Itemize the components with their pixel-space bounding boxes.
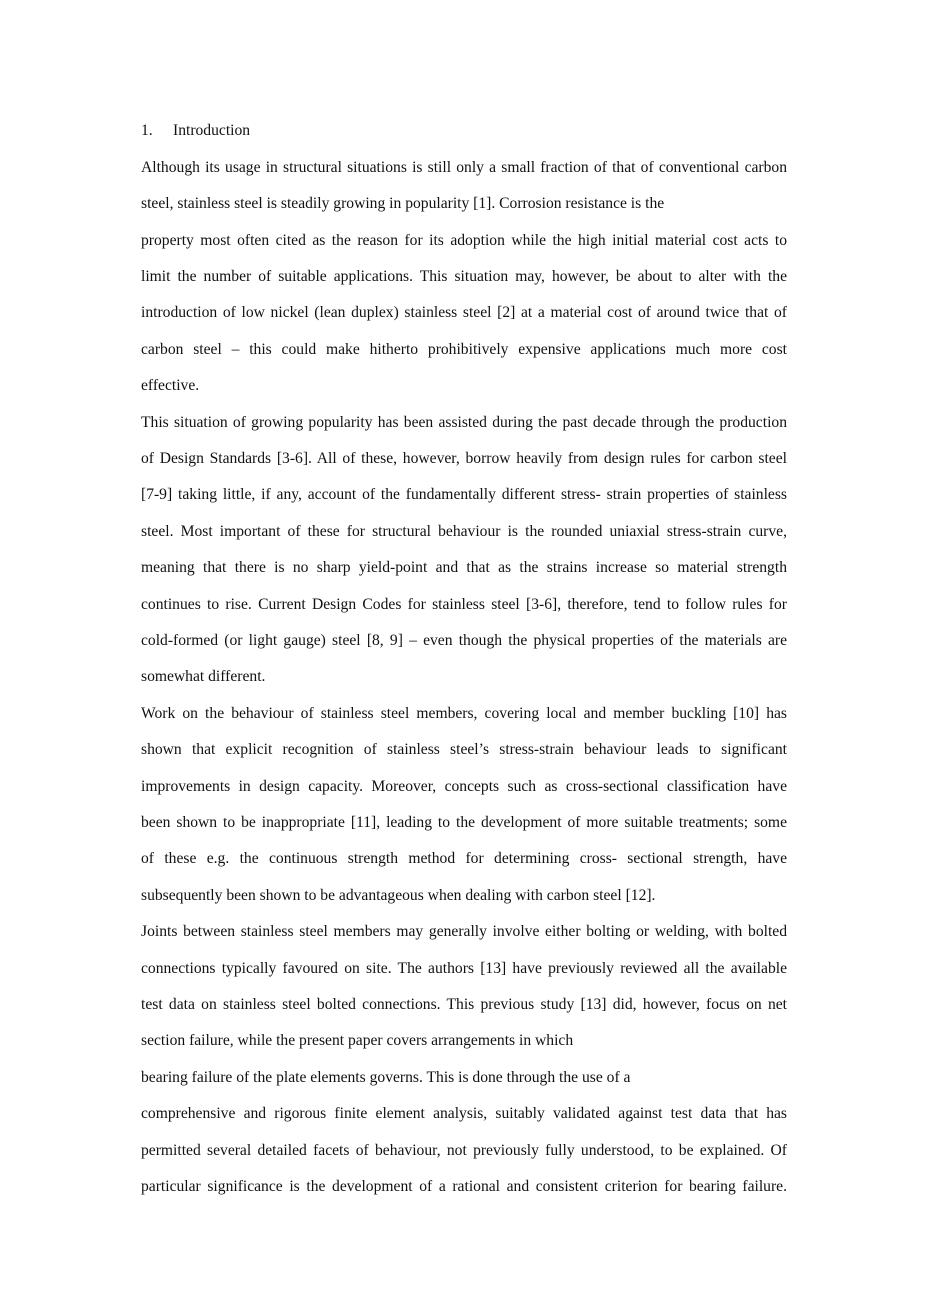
paragraph-1-line-1: Although its usage in structural situations is still only a small fraction of that of conventional carbon — [141, 159, 787, 176]
paragraph-4-line-3: test data on stainless steel bolted connections. This previous study [13] did, however, focus on net — [141, 996, 787, 1013]
paragraph-2-line-2: of Design Standards [3-6]. All of these, however, borrow heavily from design rules for carbon steel — [141, 450, 787, 467]
paragraph-1-line-2: steel, stainless steel is steadily growing in popularity [1]. Corrosion resistance is the — [141, 195, 665, 212]
paragraph-3-line-2: shown that explicit recognition of stainless steel’s stress-strain behaviour leads to significant — [141, 741, 787, 758]
section-number: 1. — [141, 122, 153, 139]
paragraph-2-line-7: cold-formed (or light gauge) steel [8, 9] – even though the physical properties of the materials are — [141, 632, 787, 649]
paragraph-4-line-1: Joints between stainless steel members may generally involve either bolting or welding, with bolted — [141, 923, 787, 940]
paragraph-3-line-1: Work on the behaviour of stainless steel members, covering local and member buckling [10] has — [141, 705, 787, 722]
paragraph-4-line-2: connections typically favoured on site. The authors [13] have previously reviewed all the available — [141, 960, 787, 977]
paragraph-2-line-6: continues to rise. Current Design Codes for stainless steel [3-6], therefore, tend to follow rules for — [141, 596, 787, 613]
paragraph-2-line-5: meaning that there is no sharp yield-point and that as the strains increase so material strength — [141, 559, 787, 576]
paragraph-1-line-7: effective. — [141, 377, 200, 394]
paragraph-4-line-6: comprehensive and rigorous finite element analysis, suitably validated against test data that has — [141, 1105, 787, 1122]
paragraph-1-line-6: carbon steel – this could make hitherto prohibitively expensive applications much more cost — [141, 341, 787, 358]
paragraph-2-line-1: This situation of growing popularity has been assisted during the past decade through the production — [141, 414, 787, 431]
paragraph-1-line-4: limit the number of suitable applications. This situation may, however, be about to alter with the — [141, 268, 787, 285]
paragraph-4-line-8: particular significance is the development of a rational and consistent criterion for bearing failure. — [141, 1178, 787, 1195]
paragraph-3-line-5: of these e.g. the continuous strength method for determining cross- sectional strength, have — [141, 850, 787, 867]
paragraph-4-line-5: bearing failure of the plate elements governs. This is done through the use of a — [141, 1069, 631, 1086]
section-heading — [141, 118, 787, 144]
paragraph-3-line-3: improvements in design capacity. Moreover, concepts such as cross-sectional classification have — [141, 778, 787, 795]
paragraph-2-line-4: steel. Most important of these for structural behaviour is the rounded uniaxial stress-strain curve, — [141, 523, 787, 540]
paragraph-1-line-3: property most often cited as the reason for its adoption while the high initial material cost acts to — [141, 232, 787, 249]
paragraph-4-line-4: section failure, while the present paper covers arrangements in which — [141, 1032, 574, 1049]
paragraph-4-line-7: permitted several detailed facets of behaviour, not previously fully understood, to be explained. Of — [141, 1142, 787, 1159]
section-title: Introduction — [173, 122, 251, 139]
paragraph-1-line-5: introduction of low nickel (lean duplex) stainless steel [2] at a material cost of around twice that of — [141, 304, 787, 321]
paragraph-2-line-8: somewhat different. — [141, 668, 266, 685]
paragraph-2-line-3: [7-9] taking little, if any, account of the fundamentally different stress- strain properties of stainless — [141, 486, 787, 503]
paragraph-3-line-4: been shown to be inappropriate [11], leading to the development of more suitable treatments; some — [141, 814, 787, 831]
paragraph-3-line-6: subsequently been shown to be advantageous when dealing with carbon steel [12]. — [141, 887, 656, 904]
